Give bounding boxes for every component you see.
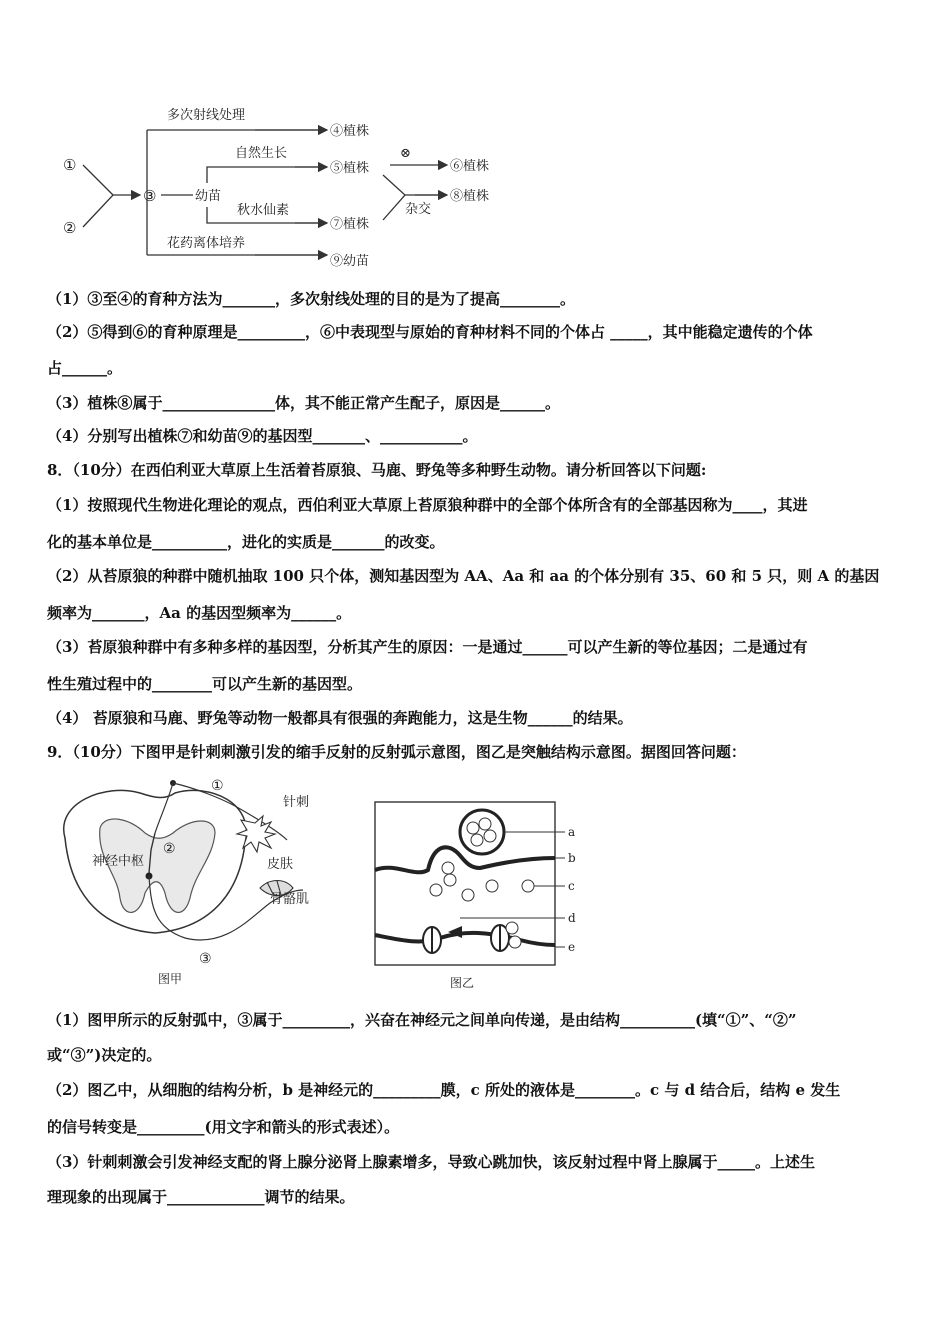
q8-line-4: 频率为_______，Aa 的基因型频率为______。 [47, 604, 352, 622]
label-e: e [568, 940, 576, 954]
target-5-label: ⑤植株 [330, 161, 370, 176]
neuron-2-label: ② [163, 841, 176, 857]
q9-heading: 9．（10分）下图甲是针刺刺激引发的缩手反射的反射弧示意图，图乙是突触结构示意图。据图回答问题： [47, 743, 746, 761]
neuron-3-label: ③ [199, 951, 212, 967]
transmitter [506, 922, 518, 934]
label-b: b [568, 851, 576, 865]
center-label: 神经中枢 [92, 854, 145, 869]
vesicle-dot [467, 822, 479, 834]
transmitter [444, 874, 456, 886]
q7-line-1: （1）③至④的育种方法为_______，多次射线处理的目的是为了提高________。 [47, 290, 575, 308]
transmitter [442, 862, 454, 874]
merge-lines [83, 165, 140, 227]
vesicle-a [460, 810, 504, 854]
cross-label: 杂交 [405, 202, 432, 217]
q7-line-3: 占______。 [47, 359, 123, 377]
branch-natural-label: 自然生长 [235, 146, 288, 161]
q9-line-5: （3）针刺刺激会引发神经支配的肾上腺分泌肾上腺素增多，导致心跳加快，该反射过程中肾上腺属于_____。上述生 [47, 1153, 815, 1171]
q9-line-3: （2）图乙中，从细胞的结构分析，b 是神经元的_________膜，c 所处的液体是________。c 与 d 结合后，结构 e 发生 [47, 1081, 841, 1099]
label-d: d [568, 911, 576, 925]
skin-label: 皮肤 [267, 857, 294, 872]
q7-line-2: （2）⑤得到⑥的育种原理是_________，⑥中表现型与原始的育种材料不同的个体占 _____，其中能稳定遗传的个体 [47, 323, 813, 341]
q8-line-6: 性生殖过程中的________可以产生新的基因型。 [47, 675, 363, 693]
q9-line-1: （1）图甲所示的反射弧中，③属于_________，兴奋在神经元之间单向传递，是由结构__________(填“①”、“②” [47, 1011, 797, 1029]
q8-line-5: （3）苔原狼种群中有多种多样的基因型，分析其产生的原因：一是通过______可以产生新的等位基因；二是通过有 [47, 638, 808, 656]
q8-line-3: （2）从苔原狼的种群中随机抽取 100 只个体，测知基因型为 AA、Aa 和 aa 的个体分别有 35、60 和 5 只，则 A 的基因 [47, 567, 880, 585]
q8-line-1: （1）按照现代生物进化理论的观点，西伯利亚大草原上苔原狼种群中的全部个体所含有的全部基因称为____，其进 [47, 496, 808, 514]
transmitter [430, 884, 442, 896]
start-b-label: ② [63, 219, 77, 237]
neuron-1-label: ① [211, 778, 224, 794]
branch-radiation-label: 多次射线处理 [167, 108, 246, 123]
transmitter [509, 936, 521, 948]
branch-anther-label: 花药离体培养 [167, 236, 246, 251]
fig-b-caption: 图乙 [450, 976, 475, 990]
target-7-label: ⑦植株 [330, 217, 370, 232]
target-4-label: ④植株 [330, 124, 370, 139]
q8-line-7: （4） 苔原狼和马鹿、野兔等动物一般都具有很强的奔跑能力，这是生物______的结果。 [47, 709, 633, 727]
vesicle-dot [484, 830, 496, 842]
synapse-figure [370, 800, 590, 995]
breeding-diagram [55, 95, 515, 275]
transmitter [486, 880, 498, 892]
muscle-label: 骨骼肌 [270, 892, 310, 907]
fig-a-caption: 图甲 [158, 972, 183, 986]
q7-line-4: （3）植株⑧属于_______________体，其不能正常产生配子，原因是______。 [47, 394, 560, 412]
target-8-label: ⑧植株 [450, 189, 490, 204]
reflex-arc-figure [45, 778, 345, 993]
label-a: a [568, 825, 576, 839]
q8-heading: 8．（10分）在西伯利亚大草原上生活着苔原狼、马鹿、野兔等多种野生动物。请分析回答以下问题: [47, 461, 707, 479]
transmitter [462, 889, 474, 901]
needle-label: 针刺 [283, 795, 310, 810]
target-6-label: ⑥植株 [450, 159, 490, 174]
selfing-symbol: ⊗ [400, 146, 411, 161]
vesicle-dot [479, 818, 491, 830]
seedling-label: 幼苗 [195, 189, 222, 204]
q9-line-4: 的信号转变是_________(用文字和箭头的形式表述）。 [47, 1118, 400, 1136]
q8-line-2: 化的基本单位是__________，进化的实质是_______的改变。 [47, 533, 445, 551]
label-c: c [568, 879, 575, 893]
q9-line-6: 理现象的出现属于_____________调节的结果。 [47, 1188, 355, 1206]
mid-label: ③ [143, 187, 157, 205]
transmitter-c [522, 880, 534, 892]
branch-colchicine-label: 秋水仙素 [237, 203, 290, 218]
vesicle-dot [471, 834, 483, 846]
start-a-label: ① [63, 156, 77, 174]
q7-line-5: （4）分别写出植株⑦和幼苗⑨的基因型_______、___________。 [47, 427, 478, 445]
target-9-label: ⑨幼苗 [330, 254, 370, 269]
q9-line-2: 或“③”)决定的。 [47, 1046, 162, 1064]
